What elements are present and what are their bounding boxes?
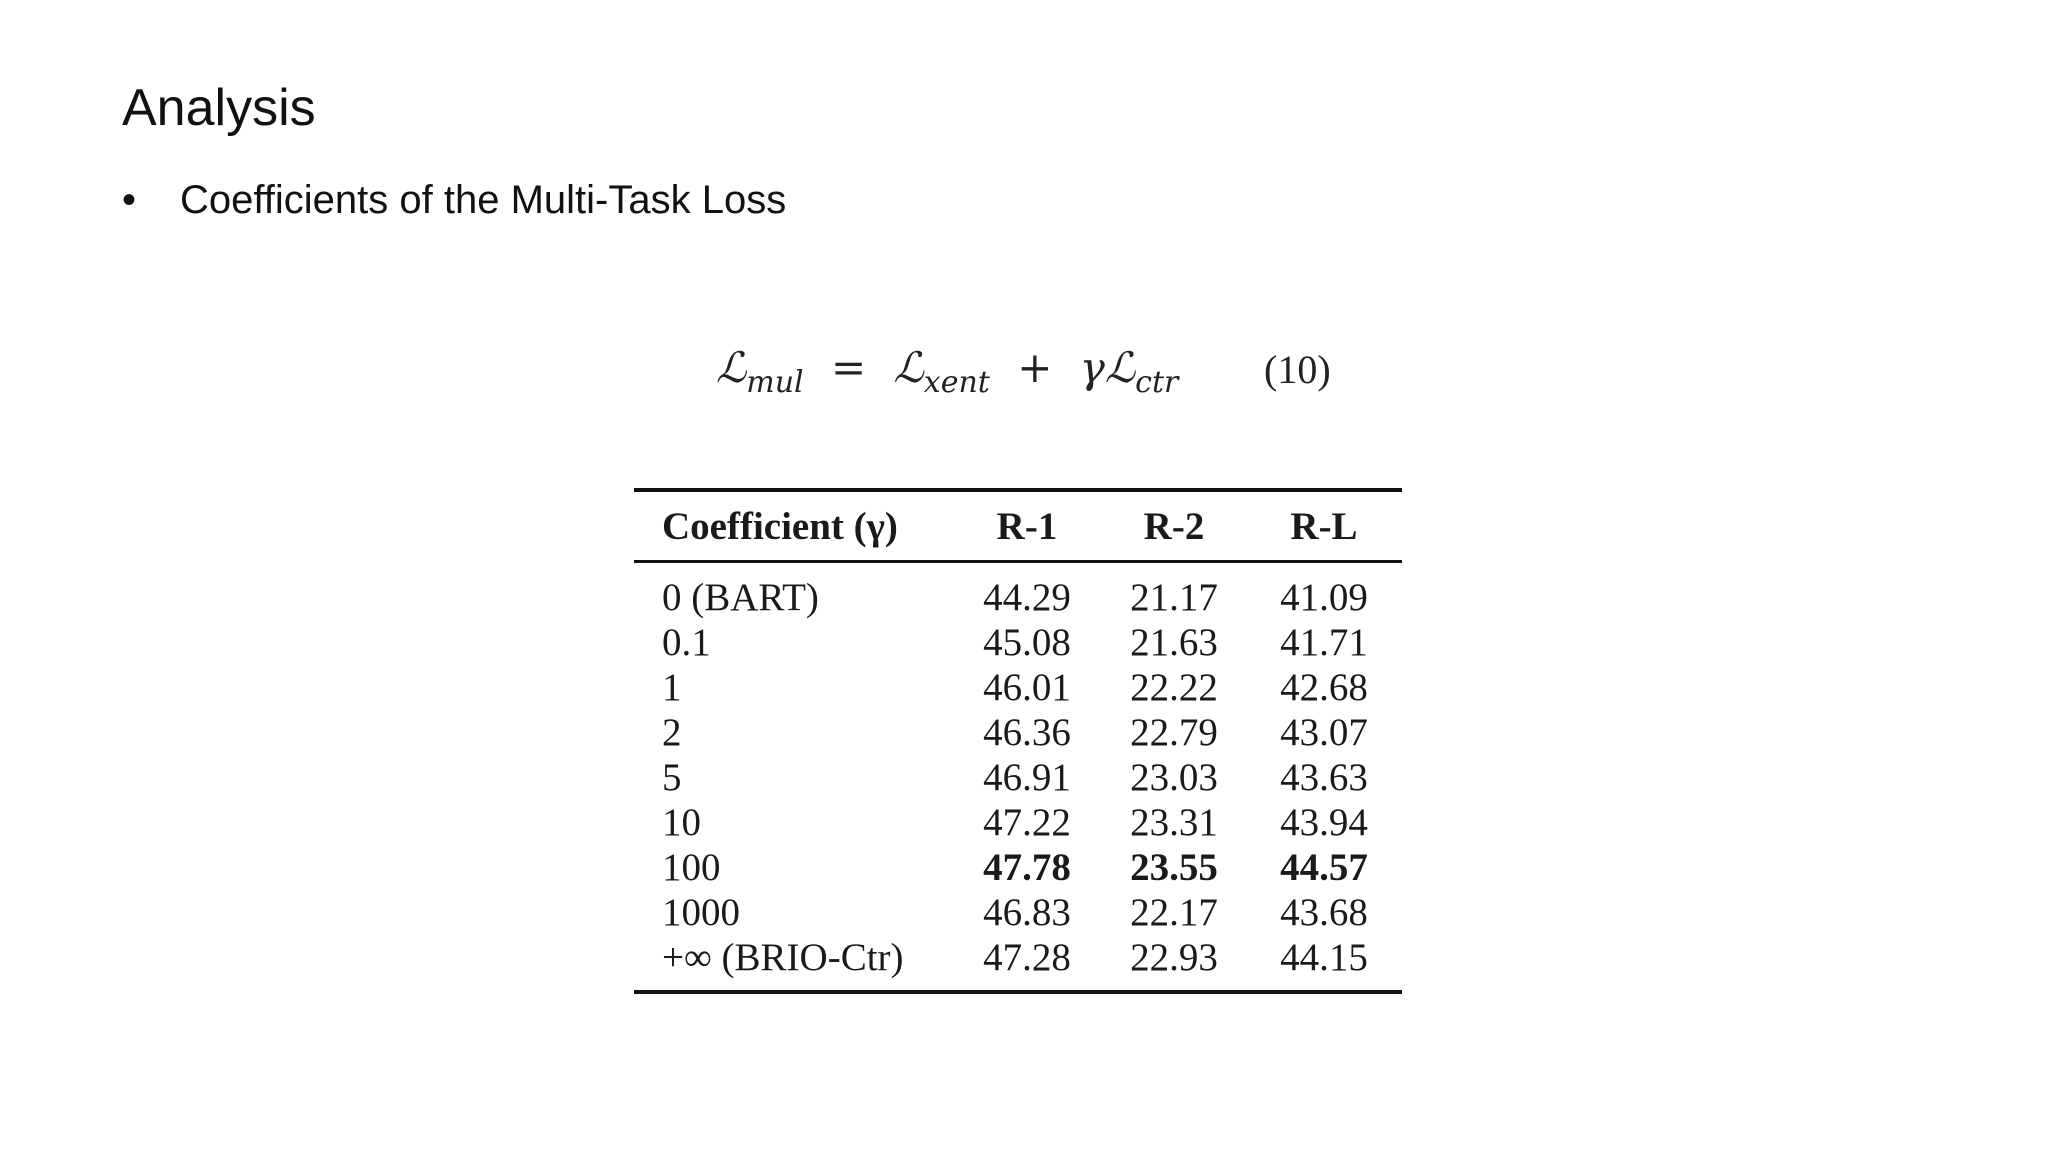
xent-subscript: xent xyxy=(923,365,990,400)
bullet-dot-icon: • xyxy=(122,178,137,222)
lhs-loss-symbol: ℒ xyxy=(716,343,747,392)
cell-r1: 45.08 xyxy=(983,621,1071,664)
cell-r2: 22.17 xyxy=(1130,891,1218,934)
header-r2: R-2 xyxy=(1143,504,1205,548)
loss-equation xyxy=(716,343,1178,400)
table-row xyxy=(634,755,1402,800)
cell-r2: 21.63 xyxy=(1130,621,1218,664)
cell-rl: 43.07 xyxy=(1280,711,1368,754)
header-r1: R-1 xyxy=(996,504,1058,548)
cell-r1: 47.22 xyxy=(983,801,1071,844)
cell-coefficient: 2 xyxy=(662,711,682,754)
table-row xyxy=(634,800,1402,845)
cell-coefficient: 5 xyxy=(662,756,682,799)
cell-r1: 47.28 xyxy=(983,936,1071,979)
gamma-symbol: γ xyxy=(1079,343,1105,392)
table-row xyxy=(634,562,1402,621)
table-row xyxy=(634,665,1402,710)
lhs-subscript: mul xyxy=(746,365,804,400)
cell-rl: 42.68 xyxy=(1280,666,1368,709)
ctr-loss-symbol: ℒ xyxy=(1104,343,1136,392)
cell-r2: 21.17 xyxy=(1130,576,1218,619)
cell-rl: 41.71 xyxy=(1280,621,1368,664)
cell-r1-best: 47.78 xyxy=(983,846,1071,889)
plus-sign: + xyxy=(1017,343,1053,392)
cell-r2: 22.93 xyxy=(1130,936,1218,979)
table-row xyxy=(634,710,1402,755)
cell-coefficient: 0 (BART) xyxy=(662,576,819,619)
header-coefficient: Coefficient (γ) xyxy=(662,504,898,548)
cell-r2: 22.22 xyxy=(1130,666,1218,709)
xent-loss-symbol: ℒ xyxy=(893,343,924,392)
cell-r1: 46.83 xyxy=(983,891,1071,934)
cell-rl: 43.94 xyxy=(1280,801,1368,844)
table-row-best xyxy=(634,845,1402,890)
cell-rl: 44.15 xyxy=(1280,936,1368,979)
cell-coefficient: 100 xyxy=(662,846,721,889)
cell-r2: 22.79 xyxy=(1130,711,1218,754)
cell-coefficient: 0.1 xyxy=(662,621,711,664)
cell-coefficient: +∞ (BRIO-Ctr) xyxy=(662,936,904,979)
results-table xyxy=(634,488,1402,994)
cell-rl: 43.68 xyxy=(1280,891,1368,934)
bullet-text: Coefficients of the Multi-Task Loss xyxy=(180,178,787,222)
cell-coefficient: 1000 xyxy=(662,891,740,934)
header-rl: R-L xyxy=(1290,504,1358,548)
cell-coefficient: 1 xyxy=(662,666,682,709)
cell-r2: 23.03 xyxy=(1130,756,1218,799)
cell-r2: 23.31 xyxy=(1130,801,1218,844)
table-row xyxy=(634,935,1402,992)
table-row xyxy=(634,620,1402,665)
cell-r1: 46.91 xyxy=(983,756,1071,799)
cell-r1: 46.01 xyxy=(983,666,1071,709)
cell-coefficient: 10 xyxy=(662,801,701,844)
results-table-container xyxy=(634,488,1402,994)
cell-r1: 46.36 xyxy=(983,711,1071,754)
slide-title: Analysis xyxy=(122,79,316,137)
equation-number: (10) xyxy=(1264,347,1331,392)
cell-rl-best: 44.57 xyxy=(1280,846,1368,889)
table-header-row xyxy=(634,490,1402,562)
cell-rl: 43.63 xyxy=(1280,756,1368,799)
cell-r1: 44.29 xyxy=(983,576,1071,619)
cell-r2-best: 23.55 xyxy=(1130,846,1218,889)
ctr-subscript: ctr xyxy=(1135,365,1179,400)
cell-rl: 41.09 xyxy=(1280,576,1368,619)
table-row xyxy=(634,890,1402,935)
equals-sign: = xyxy=(830,343,867,392)
